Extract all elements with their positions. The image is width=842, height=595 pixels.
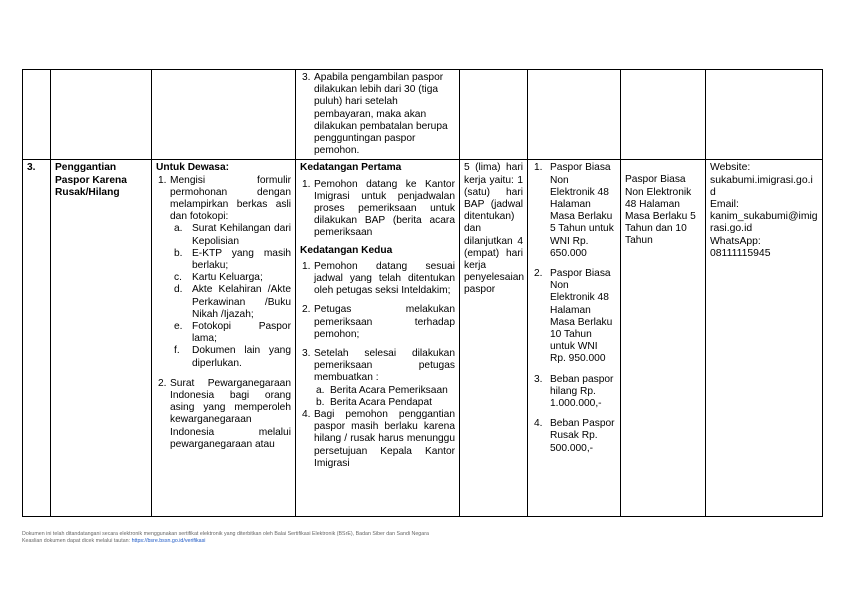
- whatsapp-label: WhatsApp:: [710, 235, 761, 247]
- cell-contact: [706, 160, 823, 517]
- list-item: d. Akte Kelahiran /Akte Perkawinan /Buku Nikah /Ijazah;: [174, 284, 291, 320]
- requirement-text: Mengisi formulir permohonan dengan melampirkan berkas asli dan fotokopi:: [170, 174, 291, 223]
- cell-service-prev: [51, 70, 152, 160]
- list-item: 4. Beban Paspor Rusak Rp. 500.000,-: [534, 418, 615, 454]
- website-value: sukabumi.imigrasi.go.id: [710, 174, 813, 198]
- procedure-sublist: [300, 385, 455, 409]
- cell-req-prev: [152, 70, 296, 160]
- duration-text: 5 (lima) hari kerja yaitu: 1 (satu) hari BAP (jadwal ditentukan) dan dilanjutkan 4 (empat) hari kerja penyelesaian paspor: [464, 162, 525, 296]
- list-item: c. Kartu Keluarga;: [174, 272, 263, 284]
- verification-link[interactable]: https://bsre.bssn.go.id/verifikasi: [131, 538, 206, 544]
- list-item: a. Surat Kehilangan dari Kepolisian: [174, 223, 291, 247]
- website-label: Website:: [710, 162, 751, 174]
- list-item: a. Berita Acara Pemeriksaan: [316, 384, 448, 396]
- list-item: 3. Beban paspor hilang Rp. 1.000.000,-: [534, 373, 614, 410]
- spacer: [156, 370, 291, 378]
- list-item: 1. Paspor Biasa Non Elektronik 48 Halaman Masa Berlaku 5 Tahun untuk WNI Rp. 650.000: [534, 162, 614, 259]
- list-item-text: Apabila pengambilan paspor dilakukan lebih dari 30 (tiga puluh) hari setelah pembayaran, maka akan dilakukan pembatalan berupa pengguntingan paspor pemohon.: [314, 72, 448, 157]
- procedure-item: 2. Petugas melakukan pemeriksaan terhadap pemohon;: [302, 304, 455, 340]
- list-item: b. E-KTP yang masih berlaku;: [174, 247, 291, 272]
- signature-footer: [22, 531, 429, 545]
- cell-procedure: [296, 160, 460, 517]
- procedure-item: 1. Pemohon datang ke Kantor Imigrasi untuk penjadwalan proses pemeriksaan untuk dilakukan BAP (berita acara pemeriksaan: [302, 178, 455, 239]
- product-text: Paspor Biasa Non Elektronik 48 Halaman Masa Berlaku 5 Tahun dan 10 Tahun: [625, 174, 696, 247]
- cell-fee: [528, 160, 621, 517]
- cell-duration: [460, 160, 528, 517]
- row-number: 3.: [27, 162, 36, 174]
- procedure-item: 1. Pemohon datang sesuai jadwal yang telah ditentukan oleh petugas seksi Inteldakim;: [302, 260, 455, 297]
- list-item: 3. Apabila pengambilan paspor dilakukan lebih dari 30 (tiga puluh) hari setelah pembayaran, maka akan dilakukan pembatalan berupa pengguntingan paspor pemohon.: [300, 72, 455, 157]
- requirement-text: Surat Pewarganegaraan Indonesia bagi orang asing yang memperoleh kewarganegaraan Indonesia melalui pewarganegaraan atau: [170, 377, 291, 450]
- cell-product-prev: [621, 70, 706, 160]
- cell-requirements: [152, 160, 296, 517]
- whatsapp-value: 08111115945: [710, 247, 771, 259]
- cell-contact-prev: [706, 70, 823, 160]
- cell-no: [23, 160, 51, 517]
- procedure-heading-second: Kedatangan Kedua: [300, 244, 393, 256]
- list-item: e. Fotokopi Paspor lama;: [174, 321, 291, 345]
- cell-proc-prev: [296, 70, 460, 160]
- table-row-previous: [23, 70, 823, 160]
- table-row: [23, 160, 823, 517]
- cell-product: [621, 160, 706, 517]
- procedure-item: 4. Bagi pemohon penggantian paspor masih berlaku karena hilang / rusak harus menunggu persetujuan Kepala Kantor Imigrasi: [302, 409, 455, 469]
- cell-fee-prev: [528, 70, 621, 160]
- cell-duration-prev: [460, 70, 528, 160]
- fee-list: [532, 162, 616, 454]
- email-value: kanim_sukabumi@imigrasi.go.id: [710, 211, 818, 235]
- requirement-sublist: [170, 223, 291, 369]
- cell-service: [51, 160, 152, 517]
- email-label: Email:: [710, 199, 739, 211]
- procedure-item: 3. Setelah selesai dilakukan pemeriksaan petugas membuatkan : a. Berita Acara Pemeriksaan b. Berita Acara Pendapat: [302, 348, 455, 408]
- service-name: Penggantian Paspor Karena Rusak/Hilang: [55, 162, 127, 198]
- requirement-item-2: 2. Surat Pewarganegaraan Indonesia bagi orang asing yang memperoleh kewarganegaraan Indonesia melalui pewarganegaraan atau: [158, 377, 291, 450]
- list-item: 2. Paspor Biasa Non Elektronik 48 Halaman Masa Berlaku 10 Tahun untuk WNI Rp. 950.000: [534, 268, 613, 365]
- footer-line-1: Dokumen ini telah ditandatangani secara elektronik menggunakan sertifikat elektronik yang diterbitkan oleh Balai Sertifikasi Elektronik (BSrE), Badan Siber dan Sandi Negara: [22, 531, 429, 537]
- footer-line-2: Keaslian dokumen dapat dicek melalui tautan: https://bsre.bssn.go.id/verifikasi: [22, 538, 206, 544]
- requirement-item-1: 1. Mengisi formulir permohonan dengan melampirkan berkas asli dan fotokopi: a. Surat Kehilangan dari Kepolisian b. E-KTP yang masih berlaku; c. Kartu Keluarga; d. Akte Kelahiran /Akte Perkawinan /Buku Nikah /Ijazah; e. Fotokopi Paspor lama; f. Dokumen lain yang diperlukan.: [158, 174, 291, 369]
- cell-no-prev: [23, 70, 51, 160]
- service-table: [22, 69, 823, 517]
- list-item: b. Berita Acara Pendapat: [316, 396, 432, 408]
- procedure-heading-first: Kedatangan Pertama: [300, 162, 402, 174]
- list-item: f. Dokumen lain yang diperlukan.: [174, 345, 291, 369]
- requirements-heading: Untuk Dewasa:: [156, 162, 230, 174]
